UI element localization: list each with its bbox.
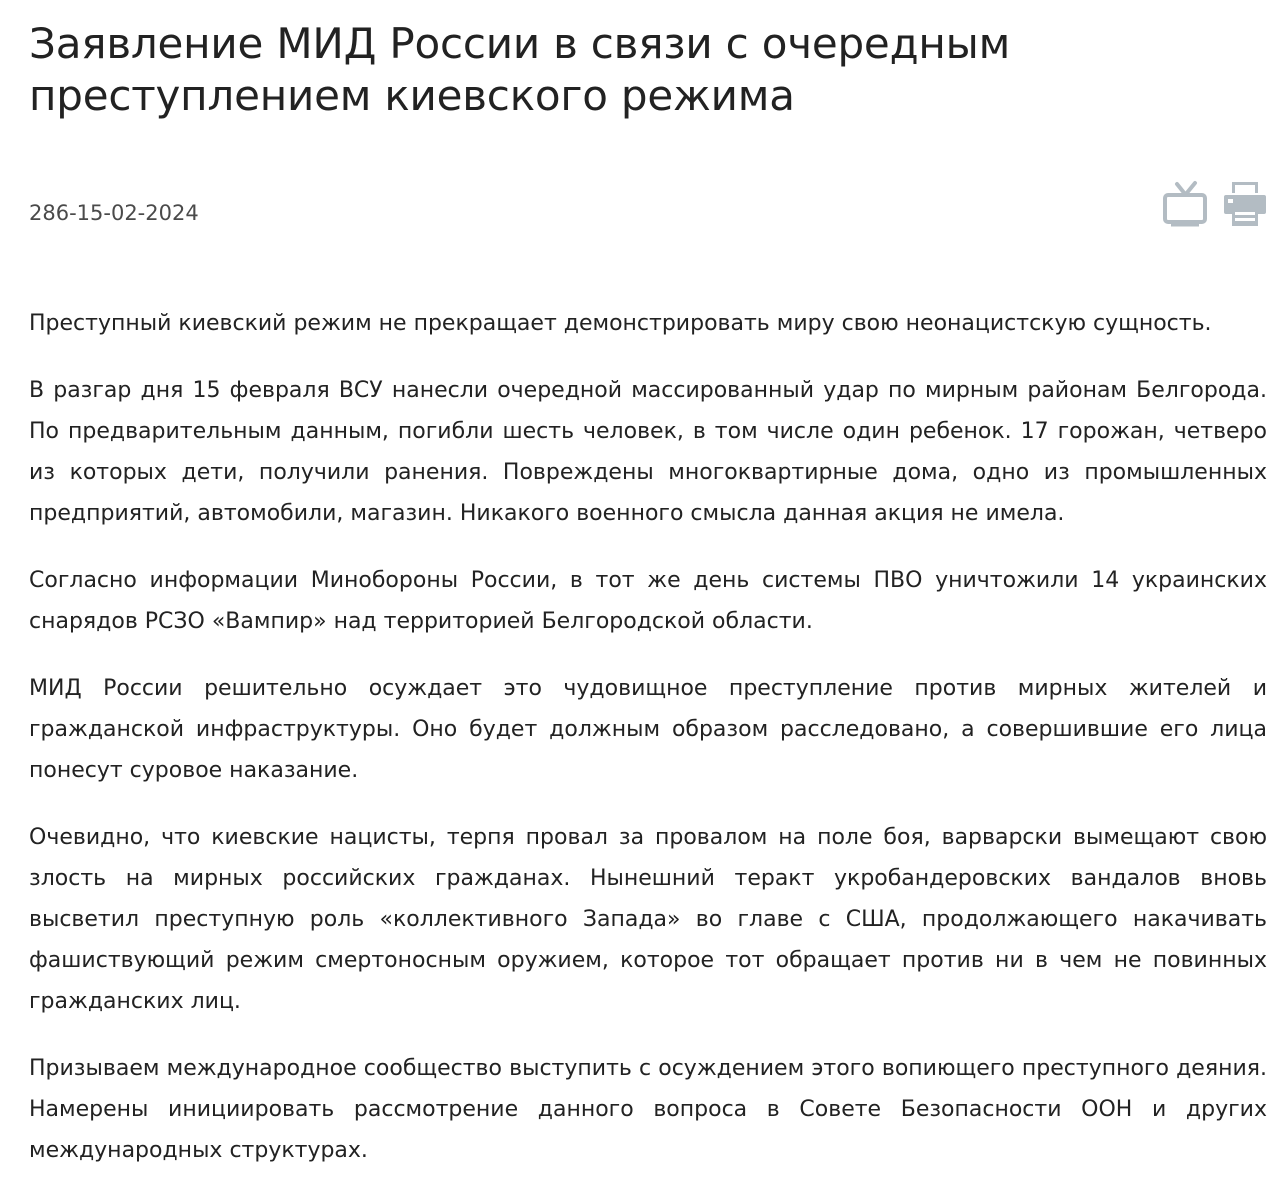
article-body	[29, 303, 1267, 1197]
paragraph: Согласно информации Минобороны России, в тот же день системы ПВО уничтожили 14 украинских снарядов РСЗО «Вампир» над территорией Белгородской области.	[29, 568, 1267, 634]
document-date: 286-15-02-2024	[29, 201, 199, 225]
print-button[interactable]	[1222, 180, 1268, 228]
paragraph: Призываем международное сообщество выступить с осуждением этого вопиющего преступного деяния. Намерены инициировать рассмотрение данного вопроса в Совете Безопасности ООН и других международных структурах.	[29, 1056, 1267, 1163]
paragraph: Преступный киевский режим не прекращает демонстрировать миру свою неонацистскую сущность.	[29, 311, 1212, 336]
page-title: Заявление МИД России в связи с очередным преступлением киевского режима	[29, 19, 1011, 120]
article-meta	[29, 180, 1268, 230]
paragraph: В разгар дня 15 февраля ВСУ нанесли очередной массированный удар по мирным районам Белгорода. По предварительным данным, погибли шесть человек, в том числе один ребенок. 17 горожан, четверо из которых дети, получили ранения. Повреждены многоквартирные дома, одно из промышленных предприятий, автомобили, магазин. Никакого военного смысла данная акция не имела.	[29, 378, 1267, 526]
paragraph: МИД России решительно осуждает это чудовищное преступление против мирных жителей и гражданской инфраструктуры. Оно будет должным образом расследовано, а совершившие его лица понесут суровое наказание.	[29, 676, 1267, 783]
tv-icon	[1162, 180, 1208, 228]
paragraph: Очевидно, что киевские нацисты, терпя провал за провалом на поле боя, варварски вымещают свою злость на мирных российских гражданах. Нынешний теракт укробандеровских вандалов вновь высветил преступную роль «коллективного Запада» во главе с США, продолжающего накачивать фашиствующий режим смертоносным оружием, которое тот обращает против ни в чем не повинных гражданских лиц.	[29, 825, 1267, 1014]
printer-icon	[1222, 180, 1268, 228]
tv-button[interactable]	[1162, 180, 1208, 228]
